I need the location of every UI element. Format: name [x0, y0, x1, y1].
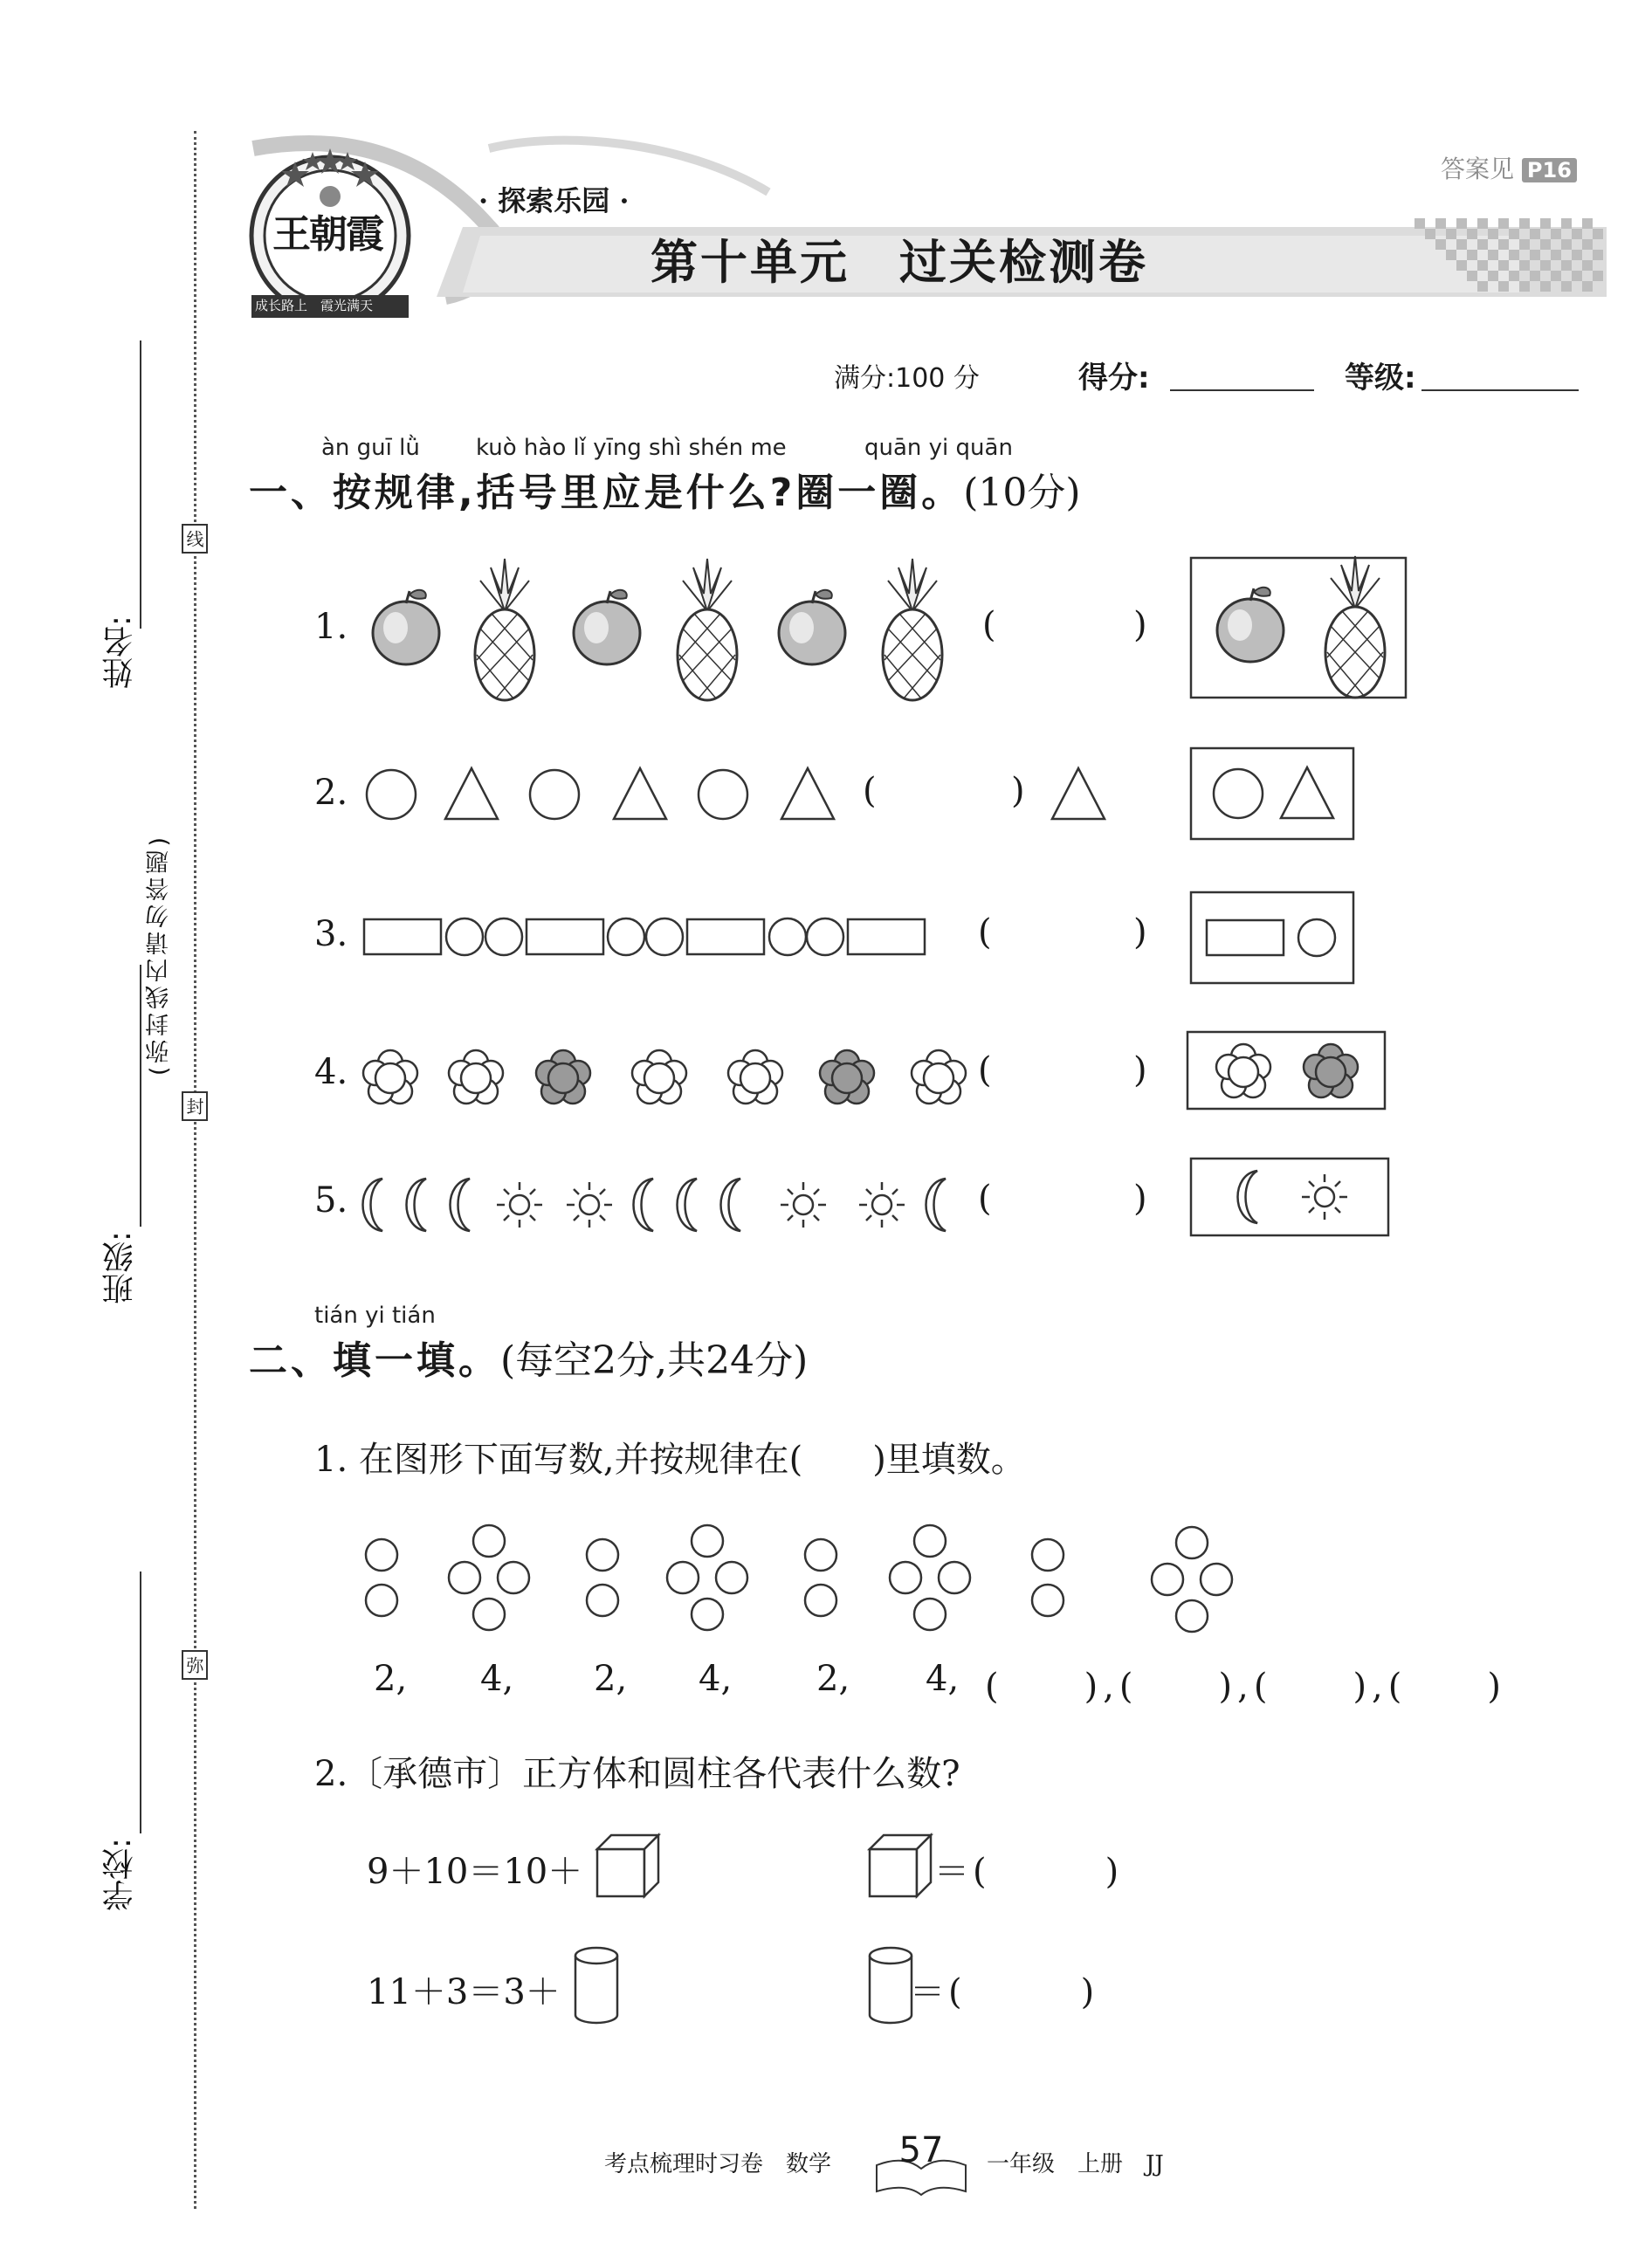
- white-flower-icon: [728, 1050, 782, 1104]
- grey-flower-icon[interactable]: [1304, 1044, 1358, 1097]
- page-title: 第十单元 过关检测卷: [650, 235, 1148, 290]
- white-flower-icon: [363, 1050, 417, 1104]
- white-flower-icon: [912, 1050, 966, 1104]
- s1-q5-number: 5.: [314, 1180, 348, 1221]
- circle-shape: [485, 918, 522, 955]
- line-mark: 线: [182, 524, 208, 554]
- white-flower-icon: [449, 1050, 503, 1104]
- s2-q1-text: 1. 在图形下面写数,并按规律在( )里填数。: [314, 1440, 1026, 1480]
- s2-q2-eq1-answer[interactable]: ＝( ): [934, 1852, 1123, 1892]
- seal-mark: 封: [182, 1091, 208, 1121]
- s2-q2-eq2-left: 11＋3＝3＋: [367, 1972, 561, 2012]
- triangle-shape: [445, 768, 498, 819]
- section1-pinyin-1: àn guī lǜ: [321, 435, 420, 461]
- grade-field[interactable]: [1421, 389, 1579, 391]
- section1-pinyin-3: quān yi quān: [864, 435, 1013, 461]
- circle-shape: [530, 770, 579, 819]
- binding-dotted-line: [194, 131, 196, 2209]
- triangle-shape: [614, 768, 666, 819]
- s1-q1-choices[interactable]: [1189, 556, 1408, 700]
- circle-shape: [367, 770, 416, 819]
- triangle-shape[interactable]: [1281, 767, 1333, 818]
- cylinder-icon: [572, 1945, 621, 2027]
- s1-q4-blank[interactable]: (: [978, 1050, 992, 1090]
- score-field[interactable]: [1170, 389, 1314, 391]
- s2-q2-eq1-left: 9＋10＝10＋: [367, 1852, 583, 1892]
- page-number: 57: [898, 2130, 944, 2170]
- full-score: 满分:100 分: [834, 363, 980, 394]
- sun-icon: [497, 1182, 542, 1228]
- apple-icon: [373, 590, 439, 664]
- s1-q5-sequence: [358, 1166, 987, 1244]
- s2-q1-number-1: 2,: [374, 1659, 408, 1699]
- pineapple-icon[interactable]: [1325, 556, 1385, 698]
- s1-q2-number: 2.: [314, 773, 348, 813]
- grade-label: 等级:: [1345, 361, 1416, 395]
- cube-icon: [594, 1832, 664, 1900]
- two-circle-figure: [805, 1539, 836, 1616]
- s1-q1-blank-end: ): [1133, 605, 1147, 645]
- section1-pinyin-2: kuò hào lǐ yīng shì shén me: [476, 435, 787, 461]
- s2-q1-number-5: 2,: [816, 1659, 850, 1699]
- s1-q5-blank-end: ): [1133, 1179, 1147, 1219]
- circle-shape: [608, 918, 644, 955]
- apple-icon: [779, 590, 845, 664]
- s2-q2-eq2-answer[interactable]: ＝( ): [910, 1972, 1098, 2012]
- circle-shape: [807, 918, 843, 955]
- secret-mark: 弥: [182, 1650, 208, 1680]
- name-field-line[interactable]: [140, 340, 141, 629]
- class-field-line[interactable]: [140, 965, 141, 1227]
- gutter-notice: (弥封线内请勿答题): [146, 834, 173, 1076]
- circle-shape: [769, 918, 806, 955]
- moon-icon: [363, 1179, 383, 1231]
- sun-icon: [781, 1182, 826, 1228]
- circle-shape: [699, 770, 747, 819]
- s1-q2-blank-end: ): [1011, 771, 1025, 811]
- s1-q5-choices[interactable]: [1189, 1157, 1390, 1237]
- logo-slogan: 成长路上 霞光满天: [255, 298, 374, 313]
- pineapple-icon: [883, 559, 942, 700]
- s1-q1-number: 1.: [314, 607, 348, 647]
- rectangle-shape: [527, 919, 603, 954]
- rectangle-shape: [687, 919, 764, 954]
- s1-q3-sequence: [362, 912, 982, 965]
- moon-icon: [634, 1179, 654, 1231]
- triangle-shape: [781, 768, 834, 819]
- s2-q1-dot-figures: [349, 1515, 1257, 1646]
- four-circle-figure: [667, 1525, 747, 1630]
- circle-shape: [446, 918, 483, 955]
- pineapple-icon: [678, 559, 737, 700]
- apple-icon[interactable]: [1217, 588, 1284, 662]
- moon-icon: [451, 1179, 471, 1231]
- rectangle-shape: [364, 919, 441, 954]
- section2-title: [249, 1329, 808, 1385]
- white-flower-icon[interactable]: [1216, 1044, 1270, 1097]
- pineapple-icon: [475, 559, 534, 700]
- answer-ref-label: 答案见: [1441, 155, 1515, 183]
- moon-icon[interactable]: [1238, 1171, 1258, 1223]
- apple-icon: [574, 590, 640, 664]
- triangle-shape: [1052, 768, 1105, 819]
- s1-q4-sequence: [358, 1039, 987, 1118]
- rectangle-shape: [848, 919, 925, 954]
- school-label: 学校:: [102, 1838, 138, 1912]
- moon-icon: [407, 1179, 427, 1231]
- four-circle-figure: [449, 1525, 529, 1630]
- s1-q2-trailing: [1043, 760, 1113, 829]
- moon-icon: [721, 1179, 741, 1231]
- s1-q2-choices[interactable]: [1189, 746, 1355, 841]
- s1-q3-blank[interactable]: (: [978, 912, 992, 953]
- s1-q2-sequence: [358, 760, 1118, 829]
- s2-q1-number-6: 4,: [926, 1659, 960, 1699]
- section2-points: (每空2分,共24分): [500, 1338, 809, 1383]
- score-label: 得分:: [1078, 361, 1150, 395]
- grey-flower-icon: [820, 1050, 874, 1104]
- s1-q2-blank[interactable]: (: [863, 771, 877, 811]
- grey-flower-icon: [536, 1050, 590, 1104]
- two-circle-figure: [587, 1539, 618, 1616]
- class-label: 班级:: [102, 1231, 138, 1305]
- cube-icon: [866, 1832, 936, 1900]
- s1-q4-number: 4.: [314, 1052, 348, 1092]
- s2-q2-text: 2.〔承德市〕正方体和圆柱各代表什么数?: [314, 1754, 960, 1794]
- white-flower-icon: [632, 1050, 686, 1104]
- circle-shape: [646, 918, 683, 955]
- answer-ref: [1441, 150, 1577, 185]
- footer-right: 一年级 上册 JJ: [987, 2151, 1164, 2177]
- section1-points: (10分): [963, 471, 1081, 515]
- moon-icon: [926, 1179, 946, 1231]
- footer-left: 考点梳理时习卷 数学: [604, 2151, 832, 2177]
- s1-q4-blank-end: ): [1133, 1050, 1147, 1090]
- series-label: · 探索乐园 ·: [478, 184, 630, 217]
- four-circle-figure: [890, 1525, 970, 1630]
- sun-icon: [567, 1182, 612, 1228]
- rectangle-shape[interactable]: [1207, 920, 1284, 955]
- cylinder-icon: [866, 1945, 915, 2027]
- s1-q5-blank[interactable]: (: [978, 1179, 992, 1219]
- two-circle-figure: [366, 1539, 397, 1616]
- circle-shape[interactable]: [1214, 769, 1263, 818]
- s2-q1-number-4: 4,: [699, 1659, 733, 1699]
- sun-icon[interactable]: [1302, 1174, 1347, 1220]
- section2-pinyin: tián yi tián: [314, 1303, 436, 1329]
- s1-q1-blank[interactable]: (: [982, 605, 996, 645]
- two-circle-figure: [1032, 1539, 1063, 1616]
- s1-q4-choices[interactable]: [1186, 1030, 1387, 1111]
- circle-shape[interactable]: [1298, 919, 1335, 956]
- s2-q1-blanks[interactable]: ( ),( ),( ),( ): [985, 1667, 1506, 1707]
- section1-title-text: 一、按规律,括号里应是什么?圈一圈。: [249, 471, 964, 515]
- logo-name: 王朝霞: [272, 212, 382, 257]
- school-field-line[interactable]: [140, 1572, 141, 1833]
- s2-q1-number-2: 4,: [480, 1659, 514, 1699]
- moon-icon: [678, 1179, 698, 1231]
- section1-title: [249, 461, 1081, 517]
- section2-title-text: 二、填一填。: [249, 1338, 500, 1383]
- answer-page-badge: P16: [1522, 158, 1577, 182]
- four-circle-figure: [1152, 1527, 1232, 1632]
- s1-q3-blank-end: ): [1133, 912, 1147, 953]
- name-label: 姓名:: [102, 616, 138, 690]
- sun-icon: [859, 1182, 905, 1228]
- s2-q1-number-3: 2,: [594, 1659, 628, 1699]
- s1-q3-choices[interactable]: [1189, 891, 1355, 985]
- s1-q3-number: 3.: [314, 914, 348, 954]
